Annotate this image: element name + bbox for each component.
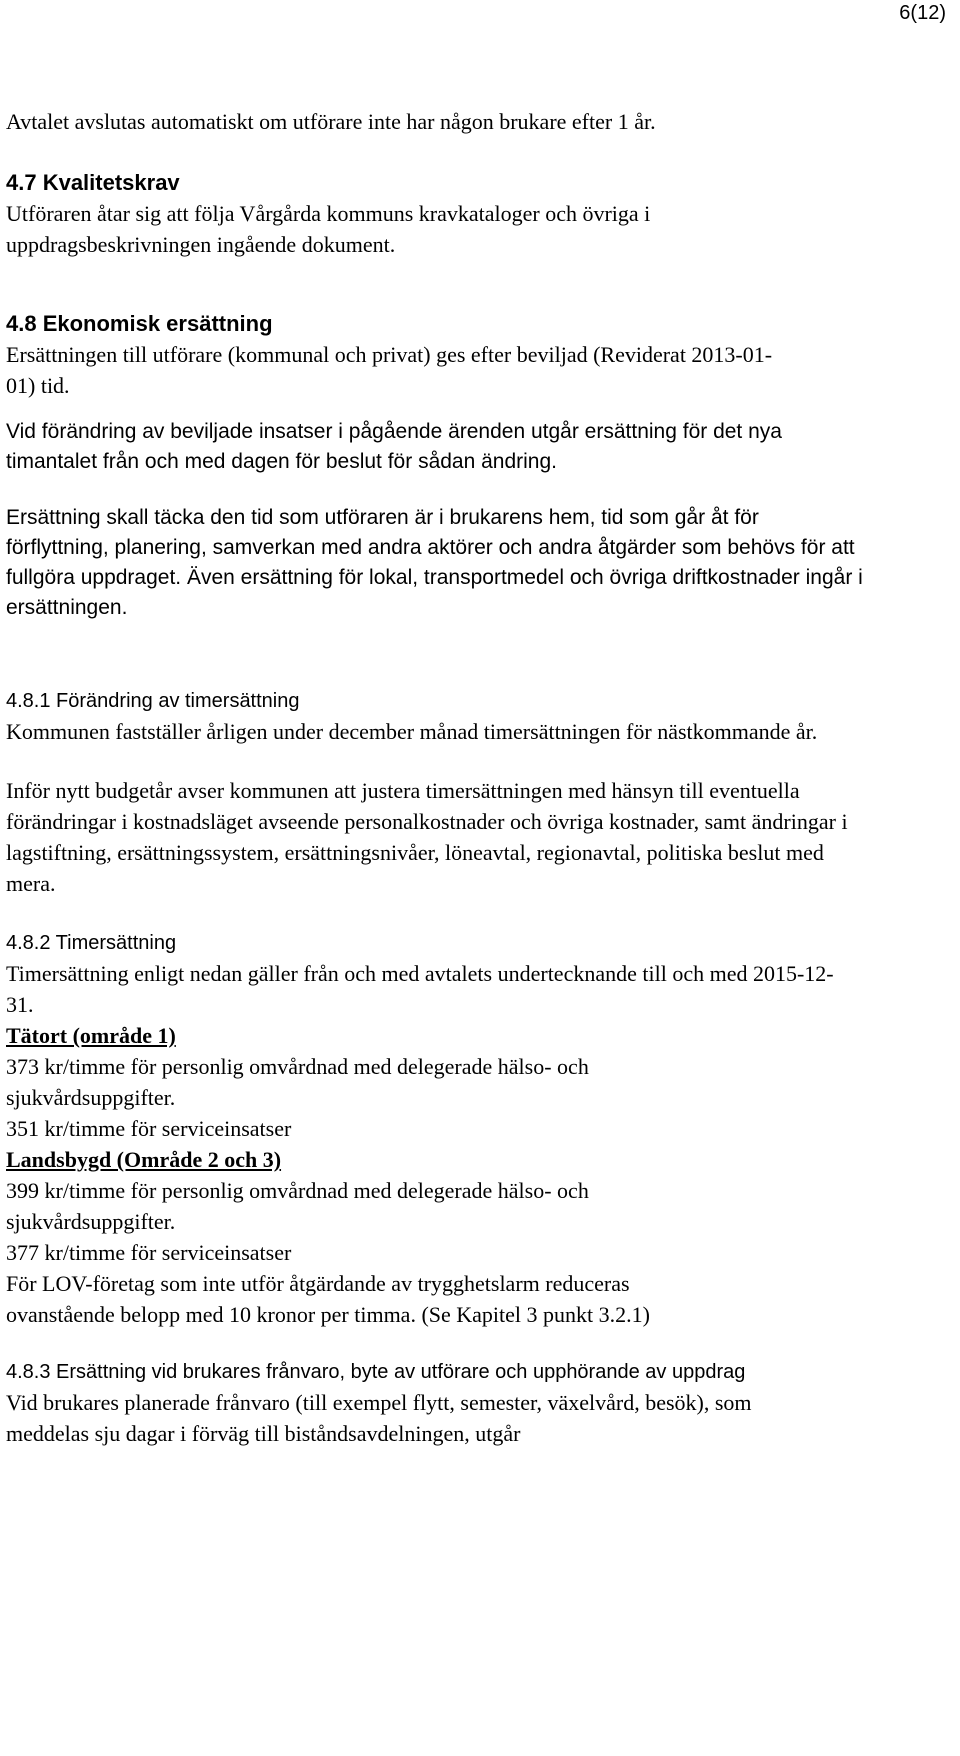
landsbygd-rate-care: 399 kr/timme för personlig omvårdnad med delegerade hälso- och sjukvårdsuppgifter. xyxy=(6,1178,589,1234)
section-4-8-3-heading: 4.8.3 Ersättning vid brukares frånvaro, byte av utförare och upphörande av uppdrag xyxy=(6,1361,746,1383)
section-4-8-2-heading: 4.8.2 Timersättning xyxy=(6,932,177,954)
tatort-rate-care: 373 kr/timme för personlig omvårdnad med delegerade hälso- och sjukvårdsuppgifter. xyxy=(6,1054,589,1110)
section-4-7-body: Utföraren åtar sig att följa Vårgårda kommuns kravkataloger och övriga i uppdragsbeskrivningen ingående dokument. xyxy=(6,201,651,257)
section-4-8-1-paragraph-2: Inför nytt budgetår avser kommunen att justera timersättningen med hänsyn till eventuella förändringar i kostnadsläget avseende personalkostnader och övriga kostnader, samt ändringar i lagstiftning, ersättningssystem, ersättningsnivåer, löneavtal, regionavtal, politiska beslut med mera. xyxy=(6,778,848,896)
lov-note: För LOV-företag som inte utför åtgärdande av trygghetslarm reduceras ovanstående belopp med 10 kronor per timma. (Se Kapitel 3 punkt 3.2.1) xyxy=(6,1271,650,1327)
section-4-8-paragraph-3: Ersättning skall täcka den tid som utföraren är i brukarens hem, tid som går åt för förflyttning, planering, samverkan med andra aktörer och andra åtgärder som behövs för att fullgöra uppdraget. Även ersättning för lokal, transportmedel och övriga driftkostnader ingår i ersättningen. xyxy=(6,506,863,619)
document-body xyxy=(6,106,946,1449)
section-4-8-1-paragraph-1: Kommunen fastställer årligen under december månad timersättningen för nästkommande år. xyxy=(6,719,818,744)
section-4-8-paragraph-1: Ersättningen till utförare (kommunal och privat) ges efter beviljad (Reviderat 2013-01-01) tid. xyxy=(6,342,773,398)
section-4-8-2-paragraph-1: Timersättning enligt nedan gäller från och med avtalets undertecknande till och med 2015-12-31. xyxy=(6,961,834,1017)
tatort-heading: Tätort (område 1) xyxy=(6,1023,176,1048)
landsbygd-rate-service: 377 kr/timme för serviceinsatser xyxy=(6,1240,292,1265)
section-4-8-1-heading: 4.8.1 Förändring av timersättning xyxy=(6,690,300,712)
tatort-rate-service: 351 kr/timme för serviceinsatser xyxy=(6,1116,292,1141)
section-4-7-heading: 4.7 Kvalitetskrav xyxy=(6,170,180,195)
section-4-8-paragraph-2: Vid förändring av beviljade insatser i pågående ärenden utgår ersättning för det nya timantalet från och med dagen för beslut för sådan ändring. xyxy=(6,420,782,473)
intro-paragraph: Avtalet avslutas automatiskt om utförare inte har någon brukare efter 1 år. xyxy=(6,109,656,134)
section-4-8-heading: 4.8 Ekonomisk ersättning xyxy=(6,311,273,336)
page-number: 6(12) xyxy=(899,2,946,24)
landsbygd-heading: Landsbygd (Område 2 och 3) xyxy=(6,1147,282,1172)
section-4-8-3-paragraph-1: Vid brukares planerade frånvaro (till exempel flytt, semester, växelvård, besök), som meddelas sju dagar i förväg till biståndsavdelningen, utgår xyxy=(6,1390,752,1446)
